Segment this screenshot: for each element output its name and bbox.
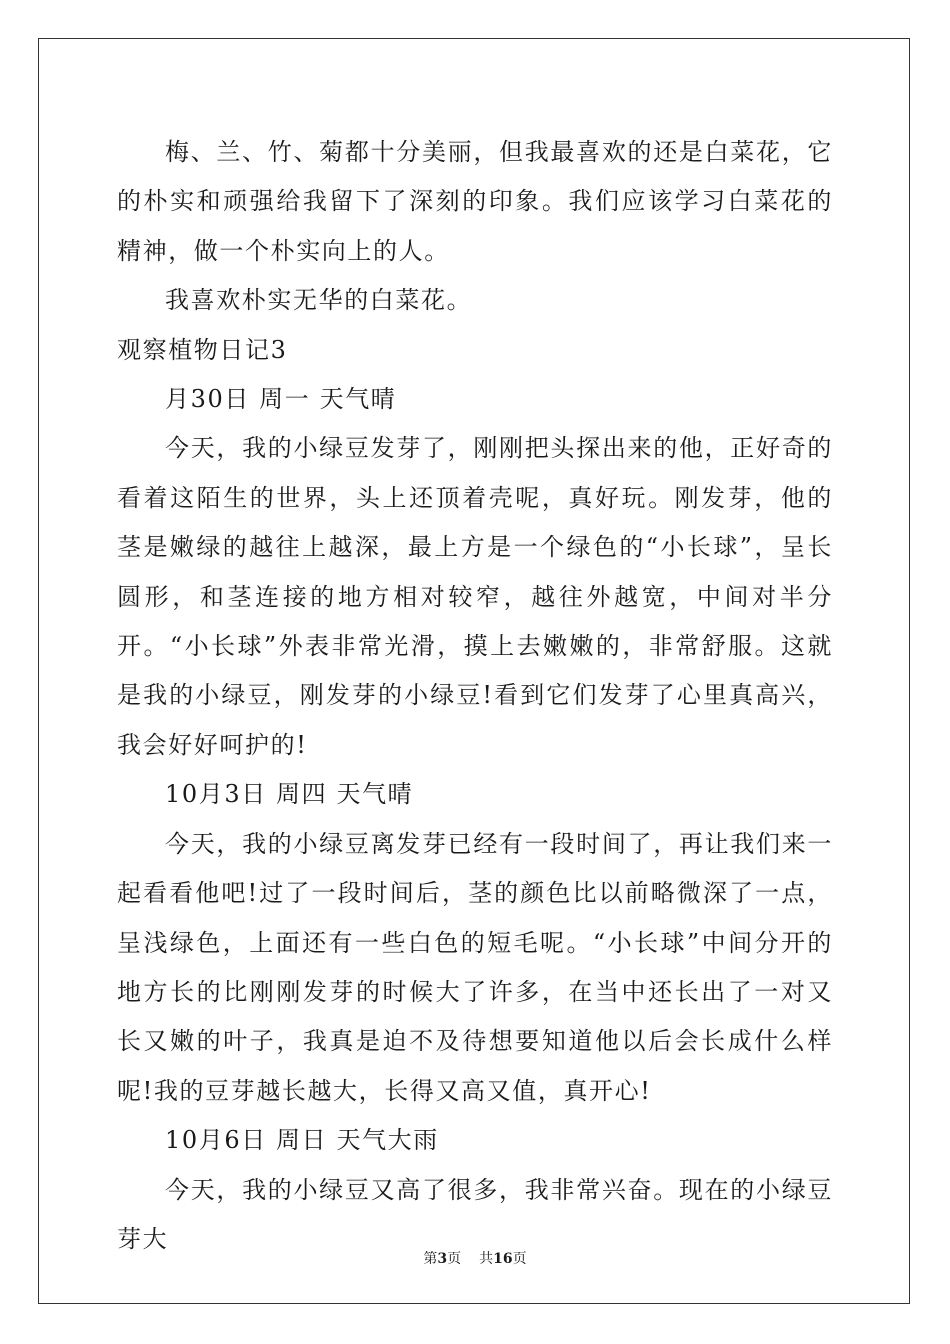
total-suffix: 页 (512, 1251, 527, 1267)
paragraph-2: 我喜欢朴实无华的白菜花。 (165, 286, 473, 315)
paragraph-1: 梅、兰、竹、菊都十分美丽，但我最喜欢的还是白菜花，它的朴实和顽强给我留下了深刻的印象。我们应该学习白菜花的精神，做一个朴实向上的人。 (117, 138, 833, 265)
diary-date-1: 月30日 周一 天气晴 (165, 385, 397, 414)
diary-date-2: 10月3日 周四 天气晴 (165, 780, 414, 809)
page-footer (0, 1249, 950, 1269)
page-prefix: 第 (423, 1251, 438, 1267)
paragraph-5: 今天，我的小绿豆又高了很多，我非常兴奋。现在的小绿豆芽大 (117, 1175, 833, 1253)
document-body (117, 128, 833, 1264)
paragraph-4: 今天，我的小绿豆离发芽已经有一段时间了，再让我们来一起看看他吧!过了一段时间后，茎的颜色比以前略微深了一点，呈浅绿色，上面还有一些白色的短毛呢。“小长球”中间分开的地方长的比刚刚发芽的时候大了许多，在当中还长出了一对又长又嫩的叶子，我真是迫不及待想要知道他以后会长成什么样呢!我的豆芽越长越大，长得又高又值，真开心! (117, 829, 833, 1105)
section-heading: 观察植物日记3 (117, 335, 288, 364)
diary-date-3: 10月6日 周日 天气大雨 (165, 1126, 439, 1155)
page-number: 3 (437, 1251, 448, 1267)
total-pages: 16 (493, 1251, 513, 1267)
total-prefix: 共 (479, 1251, 494, 1267)
paragraph-3: 今天，我的小绿豆发芽了，刚刚把头探出来的他，正好奇的看着这陌生的世界，头上还顶着壳呢，真好玩。刚发芽，他的茎是嫩绿的越往上越深，最上方是一个绿色的“小长球”，呈长圆形，和茎连接的地方相对较窄，越往外越宽，中间对半分开。“小长球”外表非常光滑，摸上去嫩嫩的，非常舒服。这就是我的小绿豆，刚发芽的小绿豆!看到它们发芽了心里真高兴，我会好好呵护的! (117, 434, 833, 759)
page-suffix: 页 (447, 1251, 462, 1267)
